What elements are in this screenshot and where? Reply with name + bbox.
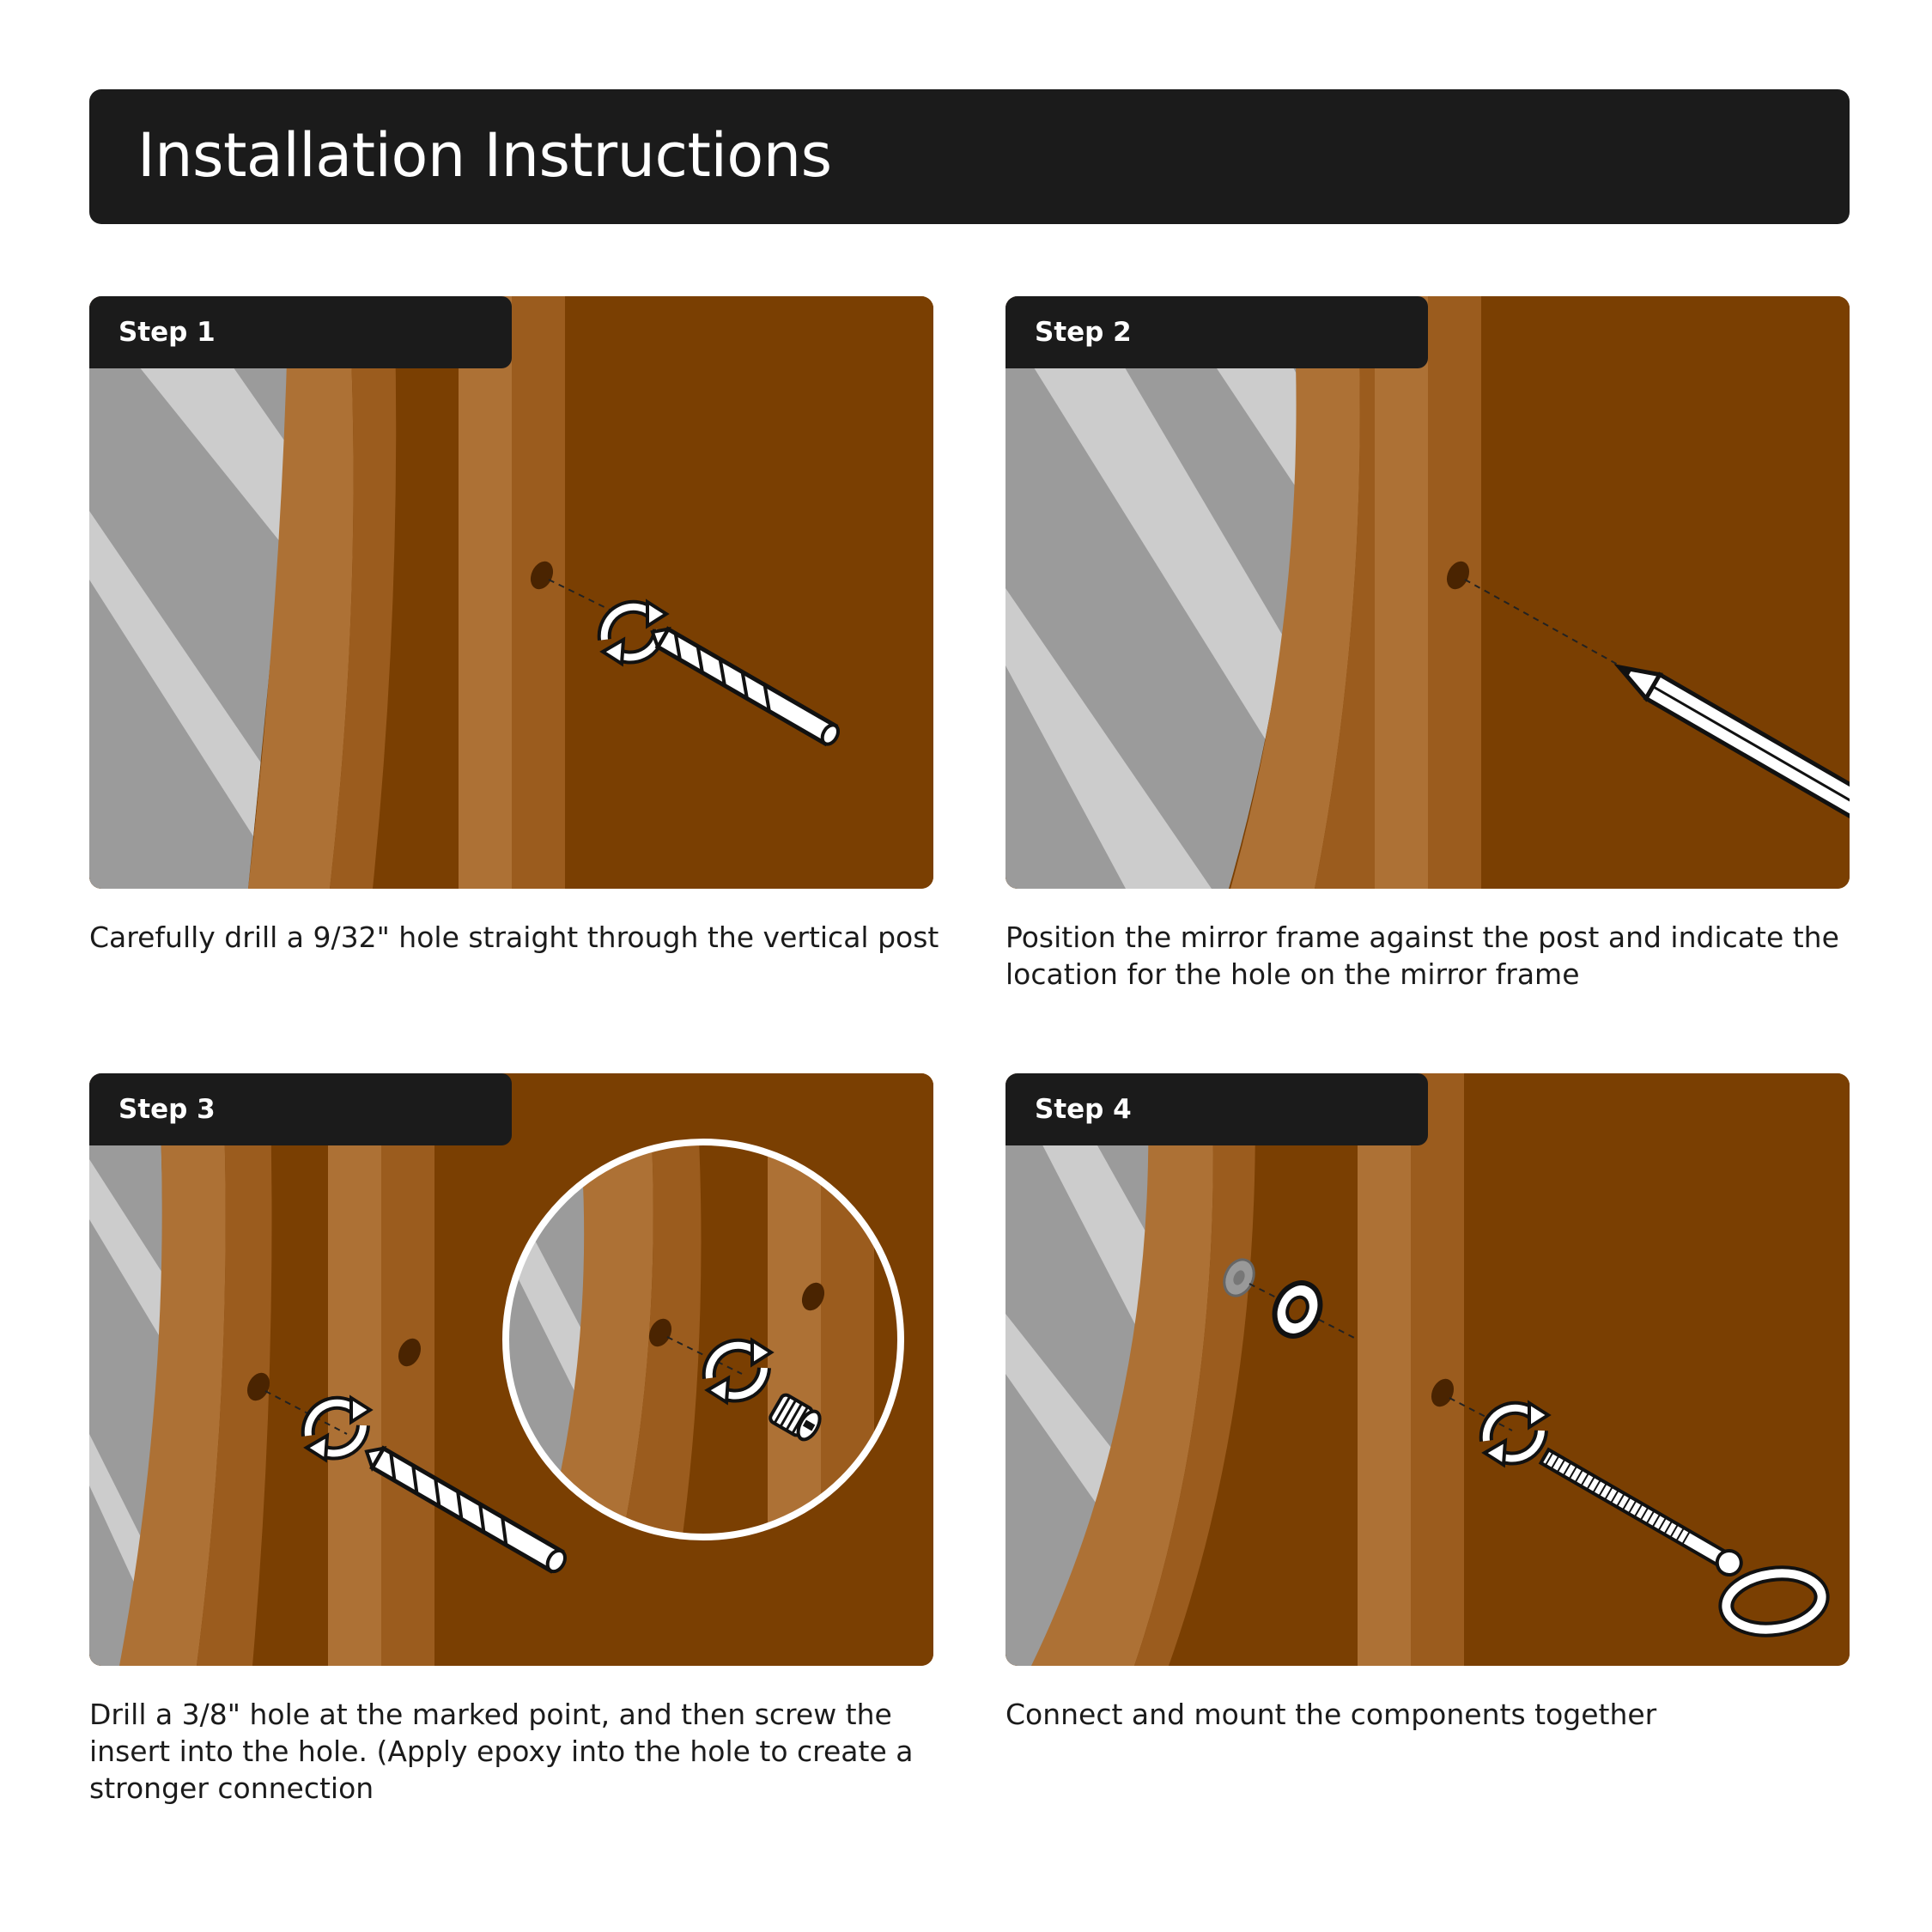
post-face bbox=[1358, 1073, 1411, 1666]
post-side bbox=[512, 296, 565, 889]
post-face bbox=[328, 1073, 381, 1666]
step-4-illustration bbox=[1005, 1073, 1850, 1666]
step-1-badge bbox=[89, 296, 512, 368]
post-face bbox=[459, 296, 512, 889]
step-3-illustration bbox=[89, 1073, 933, 1666]
step-3-drawing bbox=[89, 1073, 933, 1666]
step-3-label: Step 3 bbox=[118, 1094, 216, 1125]
post-face bbox=[1375, 296, 1428, 889]
step-2-illustration bbox=[1005, 296, 1850, 889]
step-4-drawing bbox=[1005, 1073, 1850, 1666]
step-1-drawing bbox=[89, 296, 933, 889]
step-1-label: Step 1 bbox=[118, 317, 216, 348]
step-2-drawing bbox=[1005, 296, 1850, 889]
step-3-badge bbox=[89, 1073, 512, 1145]
page-title: Installation Instructions bbox=[137, 120, 832, 191]
step-1-caption: Carefully drill a 9/32" hole straight through the vertical post bbox=[89, 920, 939, 954]
post-side bbox=[1428, 296, 1481, 889]
step-4-badge bbox=[1005, 1073, 1428, 1145]
step-2-label: Step 2 bbox=[1035, 317, 1132, 348]
step-4-label: Step 4 bbox=[1035, 1094, 1132, 1125]
post-side bbox=[1411, 1073, 1464, 1666]
post-side bbox=[381, 1073, 434, 1666]
step-1-illustration bbox=[89, 296, 933, 889]
step-2-badge bbox=[1005, 296, 1428, 368]
step-2-caption: Position the mirror frame against the post and indicate the location for the hole on the mirror frame bbox=[1005, 920, 1839, 991]
page-header bbox=[89, 89, 1850, 224]
step-4-caption: Connect and mount the components together bbox=[1005, 1698, 1657, 1731]
step-3-caption: Drill a 3/8" hole at the marked point, and then screw the insert into the hole. (Apply epoxy into the hole to create a stronger connection bbox=[89, 1698, 914, 1805]
